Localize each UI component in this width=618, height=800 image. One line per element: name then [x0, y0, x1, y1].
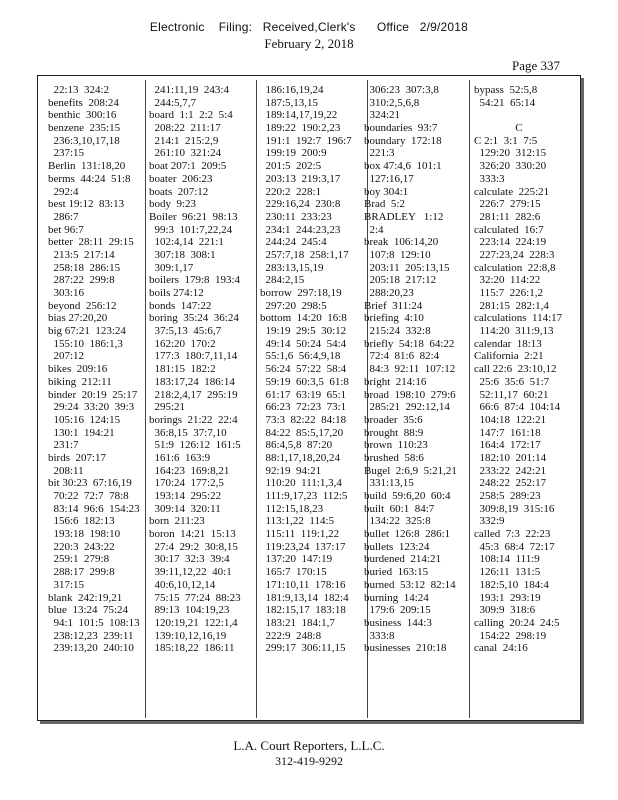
index-entry: 147:7 161:18: [474, 426, 541, 439]
index-entry: 55:1,6 56:4,9,18: [260, 350, 341, 363]
index-entry: 29:24 33:20 39:3: [48, 401, 135, 414]
index-entry: burning 14:24: [364, 591, 429, 604]
index-entry: 2:4: [364, 223, 384, 236]
index-entry: [474, 109, 578, 122]
index-entry: 49:14 50:24 54:4: [260, 337, 347, 350]
index-entry: 248:22 252:17: [474, 477, 547, 490]
index-entry: 155:10 186:1,3: [48, 337, 123, 350]
index-entry: body 9:23: [149, 198, 197, 211]
index-entry: 244:5,7,7: [149, 96, 197, 109]
index-entry: 303:16: [48, 287, 85, 299]
index-entry: boron 14:21 15:13: [149, 528, 236, 541]
index-entry: 102:4,14 221:1: [149, 236, 224, 249]
index-entry: 333:3: [474, 172, 505, 185]
index-entry: 208:22 211:17: [149, 122, 221, 135]
column-divider: [469, 80, 470, 718]
index-entry: 52:11,17 60:21: [474, 388, 549, 401]
index-entry: 258:18 286:15: [48, 261, 121, 274]
index-entry: boring 35:24 36:24: [149, 312, 239, 325]
index-entry: Boiler 96:21 98:13: [149, 210, 238, 223]
index-entry: broader 35:6: [364, 413, 423, 426]
index-entry: 221:3: [364, 147, 395, 160]
index-entry: 286:7: [48, 210, 79, 223]
index-entry: 193:1 293:19: [474, 591, 541, 604]
index-entry: 183:17,24 186:14: [149, 375, 235, 388]
index-entry: borrow 297:18,19: [260, 287, 342, 299]
index-entry: 45:3 68:4 72:17: [474, 540, 555, 553]
index-entry: burned 53:12 82:14: [364, 578, 456, 591]
index-entry: calculate 225:21: [474, 185, 550, 198]
index-entry: 309:9 318:6: [474, 604, 536, 617]
index-entry: bet 96:7: [48, 223, 84, 236]
index-entry: 324:21: [364, 109, 401, 122]
index-entry: 30:17 32:3 39:4: [149, 553, 230, 566]
index-entry: 226:7 279:15: [474, 198, 541, 211]
index-entry: 84:22 85:5,17,20: [260, 426, 344, 439]
index-entry: 130:1 194:21: [48, 426, 115, 439]
index-entry: 66:6 87:4 104:14: [474, 401, 561, 414]
index-entry: 107:8 129:10: [364, 248, 431, 261]
index-entry: beyond 256:12: [48, 299, 117, 312]
index-entry: build 59:6,20 60:4: [364, 490, 451, 502]
index-entry: 92:19 94:21: [260, 464, 322, 477]
index-entry: 223:14 224:19: [474, 236, 547, 249]
index-entry: 129:20 312:15: [474, 147, 547, 160]
index-entry: 331:13,15: [364, 477, 414, 490]
index-entry: broad 198:10 279:6: [364, 388, 456, 401]
index-entry: biking 212:11: [48, 375, 112, 388]
index-entry: 181:9,13,14 182:4: [260, 591, 349, 604]
index-entry: 317:15: [48, 578, 85, 591]
index-entry: 332:9: [474, 515, 505, 528]
index-entry: 25:6 35:6 51:7: [474, 375, 550, 388]
index-entry: benzene 235:15: [48, 122, 121, 135]
index-entry: 220:3 243:22: [48, 540, 115, 553]
index-entry: 203:13 219:3,17: [260, 172, 341, 185]
index-entry: brushed 58:6: [364, 451, 424, 464]
index-entry: 236:3,10,17,18: [48, 134, 120, 147]
index-entry: boy 304:1: [364, 185, 409, 198]
index-entry: 137:20 147:19: [260, 553, 333, 566]
index-entry: calendar 18:13: [474, 337, 542, 350]
index-entry: 126:11 131:5: [474, 566, 541, 579]
index-entry: big 67:21 123:24: [48, 325, 126, 338]
index-entry: 179:6 209:15: [364, 604, 431, 617]
index-entry: 214:1 215:2,9: [149, 134, 219, 147]
index-entry: berms 44:24 51:8: [48, 172, 131, 185]
filing-stamp: Electronic Filing: Received,Clerk's Office 2/9/2018: [149, 20, 469, 34]
index-entry: 156:6 182:13: [48, 515, 115, 528]
index-entry: California 2:21: [474, 350, 544, 363]
index-entry: boundary 172:18: [364, 134, 442, 147]
index-entry: 88:1,17,18,20,24: [260, 451, 341, 464]
index-entry: born 211:23: [149, 515, 205, 528]
index-entry: call 22:6 23:10,12: [474, 363, 557, 376]
index-entry: 134:22 325:8: [364, 515, 431, 528]
index-entry: 307:18 308:1: [149, 248, 216, 261]
index-entry: 182:15,17 183:18: [260, 604, 346, 617]
index-entry: bit 30:23 67:16,19: [48, 477, 132, 490]
index-entry: 40:6,10,12,14: [149, 578, 216, 591]
index-entry: 119:23,24 137:17: [260, 540, 346, 553]
index-entry: 139:10,12,16,19: [149, 629, 227, 642]
index-entry: 61:17 63:19 65:1: [260, 388, 347, 401]
index-entry: bonds 147:22: [149, 299, 212, 312]
index-entry: 56:24 57:22 58:4: [260, 363, 347, 376]
index-entry: 111:9,17,23 112:5: [260, 490, 348, 502]
index-entry: boundaries 93:7: [364, 122, 438, 135]
index-entry: 127:16,17: [364, 172, 414, 185]
index-entry: 288:20,23: [364, 287, 414, 299]
index-entry: 258:5 289:23: [474, 490, 541, 502]
index-entry: C: [474, 122, 523, 135]
index-entry: 238:12,23 239:11: [48, 629, 134, 642]
index-entry: 229:16,24 230:8: [260, 198, 341, 211]
index-entry: C 2:1 3:1 7:5: [474, 134, 538, 147]
index-entry: 208:11: [48, 464, 84, 477]
index-entry: box 47:4,6 101:1: [364, 160, 442, 173]
column-divider: [256, 80, 257, 718]
index-entry: bullets 123:24: [364, 540, 430, 553]
index-entry: 234:1 244:23,23: [260, 223, 341, 236]
index-entry: 181:15 182:2: [149, 363, 216, 376]
index-entry: 114:20 311:9,13: [474, 325, 554, 338]
index-entry: 230:11 233:23: [260, 210, 332, 223]
index-entry: 162:20 170:2: [149, 337, 216, 350]
index-entry: borings 21:22 22:4: [149, 413, 238, 426]
index-entry: 297:20 298:5: [260, 299, 327, 312]
index-entry: Brad 5:2: [364, 198, 405, 211]
index-entry: 299:17 306:11,15: [260, 642, 346, 655]
index-entry: benthic 300:16: [48, 109, 117, 122]
index-entry: 113:1,22 114:5: [260, 515, 335, 528]
index-entry: 104:18 122:21: [474, 413, 547, 426]
index-entry: 27:4 29:2 30:8,15: [149, 540, 238, 553]
index-entry: 295:21: [149, 401, 186, 414]
index-entry: 32:20 114:22: [474, 274, 541, 287]
index-entry: bottom 14:20 16:8: [260, 312, 347, 325]
index-entry: businesses 210:18: [364, 642, 447, 655]
index-entry: 283:13,15,19: [260, 261, 324, 274]
index-entry: 233:22 242:21: [474, 464, 547, 477]
index-entry: 284:2,15: [260, 274, 305, 287]
index-entry: 108:14 111:9: [474, 553, 540, 566]
court-reporter-phone: 312-419-9292: [275, 754, 343, 768]
index-entry: business 144:3: [364, 616, 432, 629]
index-entry: binder 20:19 25:17: [48, 388, 138, 401]
index-entry: 281:15 282:1,4: [474, 299, 549, 312]
index-entry: 105:16 124:15: [48, 413, 121, 426]
index-entry: 99:3 101:7,22,24: [149, 223, 233, 236]
index-entry: called 7:3 22:23: [474, 528, 551, 541]
index-entry: 39:11,12,22 40:1: [149, 566, 232, 579]
index-entry: 120:19,21 122:1,4: [149, 616, 238, 629]
filing-date: February 2, 2018: [264, 36, 354, 51]
index-entry: 207:12: [48, 350, 85, 363]
index-column-4: [364, 84, 468, 716]
index-entry: boat 207:1 209:5: [149, 160, 227, 173]
index-entry: birds 207:17: [48, 451, 107, 464]
index-entry: 182:10 201:14: [474, 451, 547, 464]
index-entry: buried 163:15: [364, 566, 429, 579]
index-entry: 257:7,18 258:1,17: [260, 248, 349, 261]
index-entry: 259:1 279:8: [48, 553, 110, 566]
index-entry: 110:20 111:1,3,4: [260, 477, 342, 490]
index-entry: calculation 22:8,8: [474, 261, 556, 274]
index-entry: BRADLEY 1:12: [364, 210, 444, 223]
index-entry: 89:13 104:19,23: [149, 604, 230, 617]
index-entry: 201:5 202:5: [260, 160, 322, 173]
index-entry: 215:24 332:8: [364, 325, 431, 338]
index-table: [37, 75, 581, 721]
court-reporter-name: L.A. Court Reporters, L.L.C.: [233, 738, 385, 753]
index-entry: Berlin 131:18,20: [48, 160, 126, 173]
index-entry: 191:1 192:7 196:7: [260, 134, 352, 147]
index-entry: 189:14,17,19,22: [260, 109, 338, 122]
index-entry: 310:2,5,6,8: [364, 96, 420, 109]
index-entry: canal 24:16: [474, 642, 528, 655]
index-entry: 54:21 65:14: [474, 96, 536, 109]
index-entry: 84:3 92:11 107:12: [364, 363, 456, 376]
index-entry: 83:14 96:6 154:23: [48, 502, 140, 515]
index-entry: 187:5,13,15: [260, 96, 319, 109]
index-entry: better 28:11 29:15: [48, 236, 134, 249]
index-entry: 75:15 77:24 88:23: [149, 591, 241, 604]
index-entry: calling 20:24 24:5: [474, 616, 560, 629]
index-entry: 199:19 200:9: [260, 147, 327, 160]
index-entry: 193:18 198:10: [48, 528, 121, 541]
index-entry: 22:13 324:2: [48, 84, 110, 96]
index-entry: 19:19 29:5 30:12: [260, 325, 347, 338]
index-entry: briefly 54:18 64:22: [364, 337, 455, 350]
index-entry: boils 274:12: [149, 287, 204, 299]
index-entry: blue 13:24 75:24: [48, 604, 129, 617]
index-entry: 70:22 72:7 78:8: [48, 490, 129, 502]
index-entry: brought 88:9: [364, 426, 424, 439]
index-column-5: [474, 84, 578, 716]
index-entry: 165:7 170:15: [260, 566, 327, 579]
index-entry: 281:11 282:6: [474, 210, 541, 223]
index-entry: bullet 126:8 286:1: [364, 528, 451, 541]
index-entry: 231:7: [48, 439, 79, 452]
index-entry: 51:9 126:12 161:5: [149, 439, 241, 452]
index-entry: bias 27:20,20: [48, 312, 108, 325]
index-entry: 154:22 298:19: [474, 629, 547, 642]
index-entry: 66:23 72:23 73:1: [260, 401, 347, 414]
index-entry: Brief 311:24: [364, 299, 423, 312]
index-entry: 112:15,18,23: [260, 502, 324, 515]
page-number: Page 337: [511, 58, 560, 73]
index-entry: boats 207:12: [149, 185, 209, 198]
index-entry: bright 214:16: [364, 375, 427, 388]
index-entry: 185:18,22 186:11: [149, 642, 235, 655]
index-entry: calculated 16:7: [474, 223, 544, 236]
index-entry: 73:3 82:22 84:18: [260, 413, 347, 426]
index-entry: brown 110:23: [364, 439, 428, 452]
index-entry: 326:20 330:20: [474, 160, 547, 173]
index-entry: 37:5,13 45:6,7: [149, 325, 222, 338]
index-entry: briefing 4:10: [364, 312, 424, 325]
index-entry: 36:8,15 37:7,10: [149, 426, 227, 439]
index-entry: 261:10 321:24: [149, 147, 222, 160]
index-entry: 86:4,5,8 87:20: [260, 439, 333, 452]
index-entry: 161:6 163:9: [149, 451, 211, 464]
index-entry: 287:22 299:8: [48, 274, 115, 287]
index-entry: 244:24 245:4: [260, 236, 327, 249]
index-entry: 239:13,20 240:10: [48, 642, 134, 655]
index-entry: 193:14 295:22: [149, 490, 222, 502]
index-entry: bypass 52:5,8: [474, 84, 538, 96]
index-entry: 309:8,19 315:16: [474, 502, 555, 515]
index-entry: 222:9 248:8: [260, 629, 322, 642]
index-entry: 59:19 60:3,5 61:8: [260, 375, 349, 388]
index-column-1: [48, 84, 144, 716]
index-entry: 218:2,4,17 295:19: [149, 388, 238, 401]
index-entry: board 1:1 2:2 5:4: [149, 109, 233, 122]
index-entry: 292:4: [48, 185, 79, 198]
index-entry: 285:21 292:12,14: [364, 401, 450, 414]
index-entry: benefits 208:24: [48, 96, 119, 109]
index-entry: calculations 114:17: [474, 312, 563, 325]
index-entry: break 106:14,20: [364, 236, 439, 249]
index-entry: 306:23 307:3,8: [364, 84, 439, 96]
index-entry: best 19:12 83:13: [48, 198, 125, 211]
index-entry: 227:23,24 228:3: [474, 248, 555, 261]
index-entry: burdened 214:21: [364, 553, 441, 566]
index-entry: 205:18 217:12: [364, 274, 437, 287]
index-entry: boilers 179:8 193:4: [149, 274, 241, 287]
index-entry: 182:5,10 184:4: [474, 578, 549, 591]
index-entry: 164:4 172:17: [474, 439, 541, 452]
column-divider: [145, 80, 146, 718]
index-entry: 213:5 217:14: [48, 248, 115, 261]
index-entry: 183:21 184:1,7: [260, 616, 335, 629]
index-column-3: [260, 84, 366, 716]
index-entry: blank 242:19,21: [48, 591, 123, 604]
index-entry: 94:1 101:5 108:13: [48, 616, 140, 629]
index-entry: 171:10,11 178:16: [260, 578, 346, 591]
index-entry: 72:4 81:6 82:4: [364, 350, 440, 363]
index-entry: 220:2 228:1: [260, 185, 322, 198]
index-entry: 186:16,19,24: [260, 84, 324, 96]
index-entry: bikes 209:16: [48, 363, 108, 376]
index-entry: 309:1,17: [149, 261, 194, 274]
index-column-2: [149, 84, 253, 716]
index-entry: 164:23 169:8,21: [149, 464, 230, 477]
index-entry: 189:22 190:2,23: [260, 122, 341, 135]
index-entry: 241:11,19 243:4: [149, 84, 229, 96]
index-entry: 237:15: [48, 147, 85, 160]
index-entry: 115:7 226:1,2: [474, 287, 543, 299]
index-entry: 333:8: [364, 629, 395, 642]
index-entry: 288:17 299:8: [48, 566, 115, 579]
index-entry: 177:3 180:7,11,14: [149, 350, 238, 363]
index-entry: 309:14 320:11: [149, 502, 221, 515]
index-entry: 115:11 119:1,22: [260, 528, 340, 541]
index-entry: Bugel 2:6,9 5:21,21: [364, 464, 457, 477]
index-entry: boater 206:23: [149, 172, 213, 185]
index-entry: 170:24 177:2,5: [149, 477, 224, 490]
index-entry: built 60:1 84:7: [364, 502, 435, 515]
index-entry: 203:11 205:13,15: [364, 261, 450, 274]
